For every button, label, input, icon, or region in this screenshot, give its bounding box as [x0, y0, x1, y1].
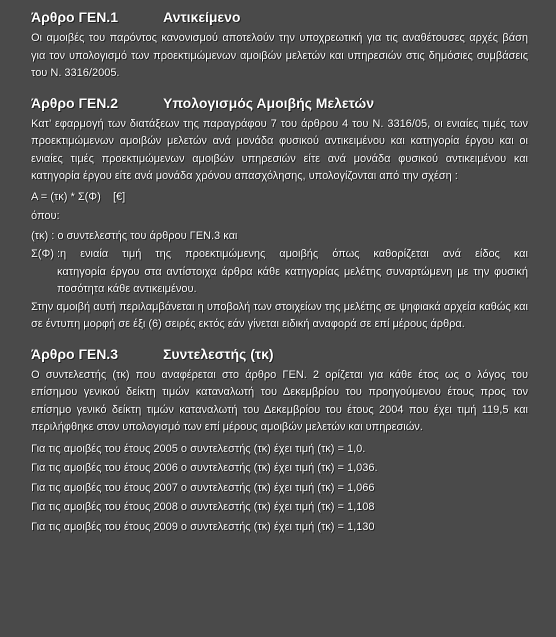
coefficient-line: Για τις αμοιβές του έτους 2008 ο συντελεστής (τκ) έχει τιμή (τκ) = 1,108 [31, 501, 375, 513]
formula: Α = (τκ) * Σ(Φ) [€] [31, 190, 126, 203]
article-1-title: Αντικείμενο [163, 9, 241, 25]
coefficient-line: Για τις αμοιβές του έτους 2006 ο συντελεστής (τκ) έχει τιμή (τκ) = 1,036. [31, 462, 378, 474]
article-3-title: Συντελεστής (τκ) [163, 345, 274, 362]
coefficient-line: Για τις αμοιβές του έτους 2009 ο συντελεστής (τκ) έχει τιμή (τκ) = 1,130 [31, 520, 375, 533]
article-2-heading [31, 94, 528, 116]
where-label: όπου: [31, 210, 60, 222]
definition-tk: (τκ) : ο συντελεστής του άρθρου ΓΕΝ.3 και [31, 229, 238, 242]
coefficient-line: Για τις αμοιβές του έτους 2007 ο συντελεστής (τκ) έχει τιμή (τκ) = 1,066 [31, 481, 375, 494]
article-3-text: Ο συντελεστής (τκ) που αναφέρεται στο άρθρο ΓΕΝ. 2 ορίζεται για κάθε έτος ως ο λόγος του επίσημου γενικού δείκτη τιμών καταναλωτή του Δεκεμβρίου του προηγούμενου έτους προς τον επίσημο γενικό δείκτη τιμών καταναλωτή του Δεκεμβρίου του έτους 2004 που έχει τιμή 119,5 και περιλήφθηκε στον υπολογισμό των επί μέρους αμοιβών μελετών και υπηρεσιών. [31, 368, 528, 433]
article-3-number: Άρθρο ΓΕΝ.3 [31, 345, 118, 362]
definition-sf [31, 246, 528, 264]
article-3-heading [31, 345, 528, 367]
article-2-text: Κατ’ εφαρμογή των διατάξεων της παραγράφου 7 του άρθρου 4 του Ν. 3316/05, οι ενιαίες τιμές των προεκτιμώμενων αμοιβών μελετών ανά μονάδα φυσικού αντικειμένου και κατηγορία έργου και οι ενιαίες τιμές προεκτιμώμενων αμοιβών υπηρεσιών είτε ανά μονάδα φυσικού αντικειμένου και κατηγορία έργου είτε ανά μονάδα χρόνου απασχόλησης, υπολογίζονται από την σχέση : [31, 117, 528, 182]
article-1-text: Οι αμοιβές του παρόντος κανονισμού αποτελούν την υποχρεωτική για τις αναθέτουσες αρχές βάση για τον υπολογισμό των προεκτιμώμενων αμοιβών μελετών και υπηρεσιών στις δημόσιες συμβάσεις του Ν. 3316/2005. [31, 32, 528, 79]
definition-sf-text-first: :η ενιαία τιμή της προεκτιμώμενης αμοιβής όπως καθορίζεται ανά είδος και [57, 248, 528, 260]
article-2-closing: Στην αμοιβή αυτή περιλαμβάνεται η υποβολή των στοιχείων της μελέτης σε ψηφιακά αρχεία καθώς και σε έντυπη μορφή σε έξι (6) σειρές εκτός εάν γίνεται ειδική αναφορά σε επί μέρους άρθρα. [31, 300, 528, 330]
coefficient-line: Για τις αμοιβές του έτους 2005 ο συντελεστής (τκ) έχει τιμή (τκ) = 1,0. [31, 442, 366, 455]
article-2-number: Άρθρο ΓΕΝ.2 [31, 94, 118, 111]
coefficient-list [31, 440, 528, 538]
article-2-title: Υπολογισμός Αμοιβής Μελετών [163, 94, 374, 111]
article-1-number: Άρθρο ΓΕΝ.1 [31, 9, 118, 25]
definition-sf-text-rest: κατηγορία έργου στα αντίστοιχα άρθρα κάθε κατηγορίας μελέτης συναρτώμενη με την φυσική ποσότητα κάθε αντικειμένου. [57, 265, 528, 295]
definition-sf-term: Σ(Φ) [31, 248, 54, 260]
article-1-heading [31, 8, 528, 30]
